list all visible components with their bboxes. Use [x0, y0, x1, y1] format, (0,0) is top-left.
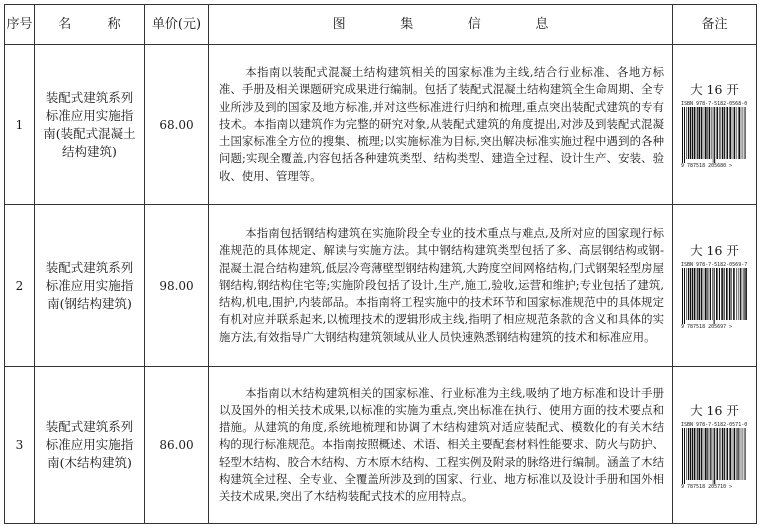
book-description-text: 本指南以装配式混凝土结构建筑相关的国家标准为主线,结合行业标准、各地方标准、手册及相关课题研究成果进行编制。包括了装配式混凝土结构建筑全生命周期、全专业所涉及到的国家及地方标准,并对这些标准进行归纳和梳理,重点突出装配式建筑的专有技术。本指南以建筑作为完整的研究对象,从装配式建筑的角度提出,对涉及到装配式混凝土国家标准全方位的搜集、梳理;以实施标准为目标,突出解决标准实施过程中遇到的各种问题;实现全覆盖,内容包括各种建筑类型、结构类型、建造全过程、设计生产、安装、验收、使用、管理等。	[219, 65, 664, 183]
barcode-digits: 9 787518 205710 >	[681, 483, 733, 490]
barcode-icon	[680, 268, 750, 324]
header-info-label: 图 集 信 息	[332, 16, 570, 32]
format-size: 大 16 开	[690, 82, 739, 97]
book-description-text: 本指南以木结构建筑相关的国家标准、行业标准为主线,吸纳了地方标准和设计手册以及国外的相关技术成果,以标准的实施为重点,突出标准在执行、使用方面的技术要点和措施。从建筑的角度,系统地梳理和协调了木结构建筑对适应装配式、模数化的有关木结构的现行标准规范。本指南按照概述、术语、相关主要配套材料性能要求、防火与防护、轻型木结构、胶合木结构、方木原木结构、工程实例及附录的脉络进行编制。涵盖了木结构建筑全过程、全专业、全覆盖所涉及到的国家、行业、地方标准以及设计手册和国外相关技术成果,突出了木结构装配式技术的应用特点。	[219, 385, 664, 503]
book-note	[673, 205, 757, 367]
header-name	[35, 5, 145, 45]
row-seq: 2	[5, 205, 35, 367]
isbn-text: ISBN 978-7-5182-0569-7	[681, 262, 748, 268]
barcode-icon	[680, 428, 750, 484]
book-note	[673, 45, 757, 205]
table-row	[5, 205, 757, 367]
book-description	[209, 45, 673, 205]
book-price: 86.00	[145, 367, 209, 524]
table-header	[5, 5, 757, 45]
book-price: 68.00	[145, 45, 209, 205]
barcode-digits: 9 787518 205680 >	[681, 163, 733, 169]
barcode-icon	[680, 107, 750, 163]
book-title: 装配式建筑系列标准应用实施指南(钢结构建筑)	[35, 205, 145, 367]
book-note	[673, 367, 757, 524]
row-seq: 3	[5, 367, 35, 524]
table-row	[5, 45, 757, 205]
book-description	[209, 205, 673, 367]
header-price: 单价(元)	[145, 5, 209, 45]
format-size: 大 16 开	[690, 243, 739, 258]
table-body	[5, 45, 757, 524]
barcode-digits: 9 787518 205697 >	[681, 324, 733, 330]
table-row	[5, 367, 757, 524]
header-note: 备注	[673, 5, 757, 45]
isbn-text: ISBN 978-7-5182-0571-0	[681, 421, 748, 428]
book-title: 装配式建筑系列标准应用实施指南(装配式混凝土结构建筑)	[35, 45, 145, 205]
header-info	[209, 5, 673, 45]
header-name-label: 名 称	[58, 16, 133, 32]
book-price: 98.00	[145, 205, 209, 367]
header-row	[5, 5, 757, 45]
book-description	[209, 367, 673, 524]
format-size: 大 16 开	[690, 402, 739, 418]
isbn-text: ISBN 978-7-5182-0568-0	[681, 101, 748, 107]
header-seq: 序号	[5, 5, 35, 45]
book-description-text: 本指南包括钢结构建筑在实施阶段全专业的技术重点与难点,及所对应的国家现行标准规范的具体规定、解读与实施方法。其中钢结构建筑类型包括了多、高层钢结构或钢-混凝土混合结构建筑,低层冷弯薄壁型钢结构建筑,大跨度空间网格结构,门式钢架轻型房屋钢结构,钢结构住宅等;实施阶段包括了设计,生产,施工,验收,运营和维护;专业包括了建筑,结构,机电,围护,内装部品。本指南将工程实施中的技术环节和国家标准规范中的具体规定有机对应并联系起来,以梳理技术的逻辑形成主线,指明了相应规范条款的含义和具体的实施方法,有效指导广大钢结构建筑领域从业人员快速熟悉钢结构建筑的技术和标准应用。	[219, 226, 664, 344]
book-catalog-table	[4, 4, 757, 524]
book-title: 装配式建筑系列标准应用实施指南(木结构建筑)	[35, 367, 145, 524]
row-seq: 1	[5, 45, 35, 205]
